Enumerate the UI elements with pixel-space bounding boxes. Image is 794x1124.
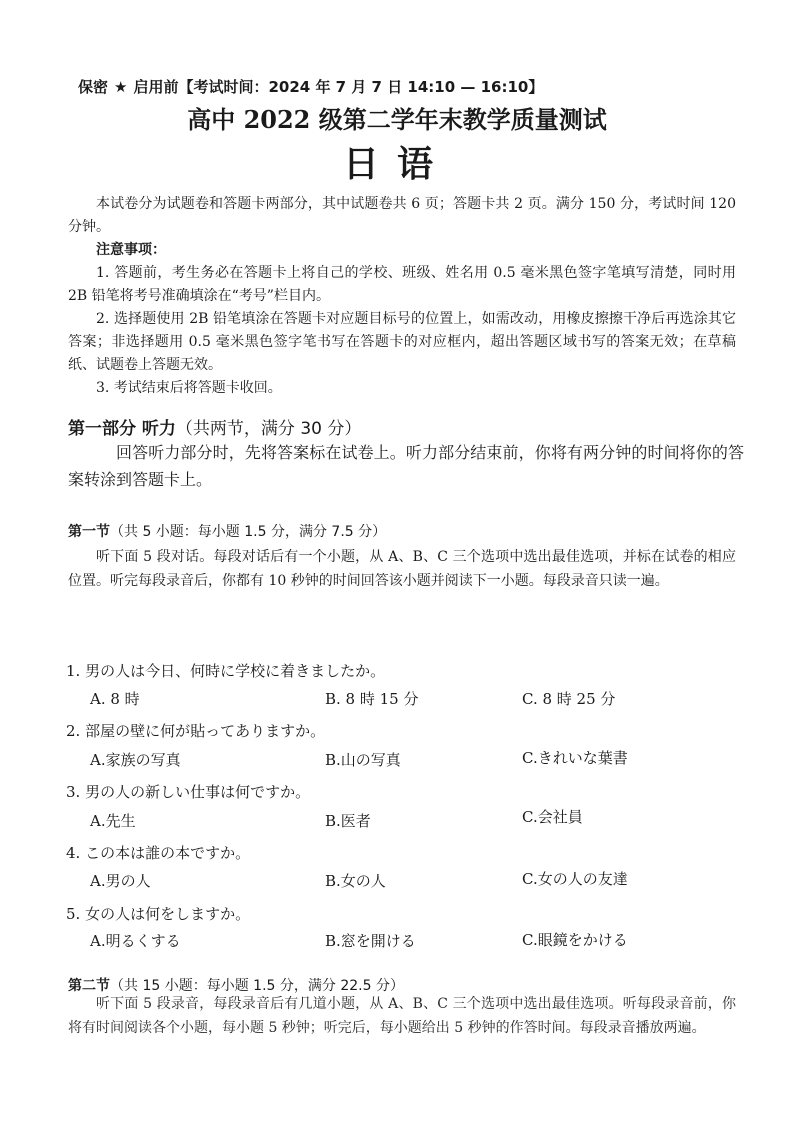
section1-heading-title: 第一节 <box>68 524 110 540</box>
question-5-stem: 5. 女の人は何をしますか。 <box>66 905 251 923</box>
question-5-option-a: A.明るくする <box>90 932 181 950</box>
confidential-label: 保密 <box>78 78 109 96</box>
question-1-option-c: C. 8 時 25 分 <box>522 690 616 708</box>
confidential-header <box>78 76 543 97</box>
exam-time-label: 启用前【考试时间：2024 年 7 月 7 日 14:10 — 16:10】 <box>133 78 544 96</box>
subject-title: 日语 <box>342 143 451 185</box>
part1-heading-note: （共两节，满分 30 分） <box>175 419 362 439</box>
section1-heading-note: （共 5 小题：每小题 1.5 分，满分 7.5 分） <box>110 524 387 540</box>
notes-title: 注意事项： <box>96 242 166 258</box>
question-4-option-b: B.女の人 <box>325 872 386 890</box>
question-3-option-b: B.医者 <box>325 812 371 830</box>
question-1-option-a: A. 8 時 <box>90 690 140 708</box>
star-icon: ★ <box>114 78 128 96</box>
question-2-option-b: B.山の写真 <box>325 751 401 769</box>
question-2-option-c: C.きれいな葉書 <box>522 749 628 767</box>
part1-instruction: 回答听力部分时，先将答案标在试卷上。听力部分结束前，你将有两分钟的时间将你的答案转涂到答题卡上。 <box>68 443 744 489</box>
section1-heading <box>68 521 386 541</box>
part1-heading <box>68 414 361 439</box>
question-1-stem: 1. 男の人は今日、何時に学校に着きましたか。 <box>66 662 386 680</box>
section2-heading-note: （共 15 小题：每小题 1.5 分，满分 22.5 分） <box>110 978 404 994</box>
note-item-1: 1. 答题前，考生务必在答题卡上将自己的学校、班级、姓名用 0.5 毫米黑色签字笔填写清楚，同时用 2B 铅笔将考号准确填涂在“考号”栏目内。 <box>68 265 736 304</box>
section2-instruction: 听下面 5 段录音，每段录音后有几道小题，从 A、B、C 三个选项中选出最佳选项。听每段录音前，你将有时间阅读各个小题，每小题 5 秒钟；听完后，每小题给出 5 秒钟的作答时间。每段录音播放两遍。 <box>68 996 736 1036</box>
question-2-option-a: A.家族の写真 <box>90 751 181 769</box>
question-4-stem: 4. この本は誰の本ですか。 <box>66 844 251 862</box>
note-item-3: 3. 考试结束后将答题卡收回。 <box>96 380 282 396</box>
part1-heading-title: 第一部分 听力 <box>68 419 176 439</box>
section2-heading-title: 第二节 <box>68 978 110 994</box>
question-1-option-b: B. 8 時 15 分 <box>325 690 419 708</box>
exam-title: 高中 2022 级第二学年末教学质量测试 <box>187 105 607 134</box>
question-4-option-a: A.男の人 <box>90 872 151 890</box>
question-3-option-c: C.会社員 <box>522 808 583 826</box>
section1-instruction: 听下面 5 段对话。每段对话后有一个小题，从 A、B、C 三个选项中选出最佳选项，并标在试卷的相应位置。听完每段录音后，你都有 10 秒钟的时间回答该小题并阅读下一小题。每段录音只读一遍。 <box>68 549 736 589</box>
question-5-option-b: B.窓を開ける <box>325 932 416 950</box>
question-3-option-a: A.先生 <box>90 812 136 830</box>
note-item-2: 2. 选择题使用 2B 铅笔填涂在答题卡对应题目标号的位置上，如需改动，用橡皮擦擦干净后再选涂其它答案；非选择题用 0.5 毫米黑色签字笔书写在答题卡的对应框内，超出答题区域书写的答案无效；在草稿纸、试题卷上答题无效。 <box>68 311 736 373</box>
intro-paragraph: 本试卷分为试题卷和答题卡两部分，其中试题卷共 6 页；答题卡共 2 页。满分 150 分，考试时间 120 分钟。 <box>68 196 736 235</box>
question-5-option-c: C.眼鏡をかける <box>522 931 628 949</box>
question-2-stem: 2. 部屋の壁に何が貼ってありますか。 <box>66 722 326 740</box>
question-4-option-c: C.女の人の友達 <box>522 870 628 888</box>
question-3-stem: 3. 男の人の新しい仕事は何ですか。 <box>66 783 311 801</box>
